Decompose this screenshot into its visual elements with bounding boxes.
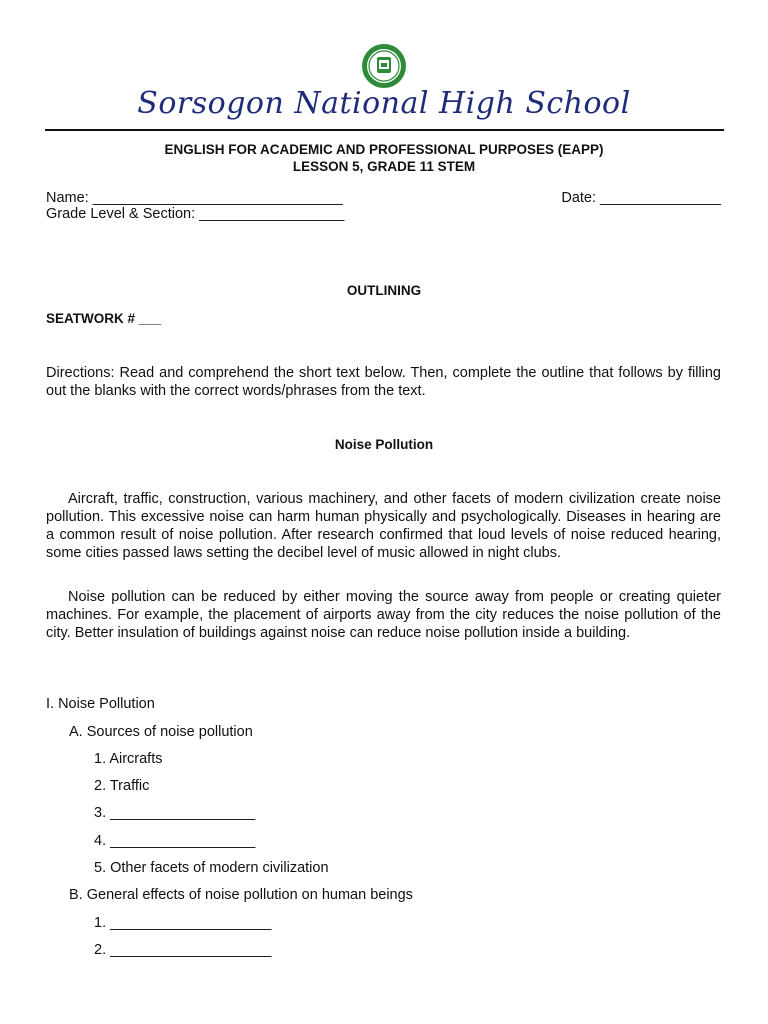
outline-blank[interactable]: 4. __________________ xyxy=(94,833,256,849)
course-heading xyxy=(0,141,768,175)
outline-blank[interactable]: 1. ____________________ xyxy=(94,915,272,931)
outline-section-a: A. Sources of noise pollution xyxy=(69,724,253,740)
paragraph-2: Noise pollution can be reduced by either moving the source away from people or creating quieter machines. For example, the placement of airports away from the city reduces the noise pollution of the city. Better insulation of buildings against noise can reduce noise pollution inside a building. xyxy=(46,589,721,641)
outline-item: 1. Aircrafts xyxy=(94,751,163,767)
school-seal-icon xyxy=(361,43,407,89)
seatwork-number[interactable]: SEATWORK # ___ xyxy=(46,311,162,326)
paragraph-1: Aircraft, traffic, construction, various machinery, and other facets of modern civilization create noise pollution. This excessive noise can harm human physically and psychologically. Diseases in hearing are a common result of noise pollution. After research confirmed that loud levels of noise reduced hearing, some cities passed laws setting the decibel level of music allowed in night clubs. xyxy=(46,491,721,561)
outline-blank[interactable]: 3. __________________ xyxy=(94,805,256,821)
directions: Directions: Read and comprehend the short text below. Then, complete the outline that follows by filling out the blanks with the correct words/phrases from the text. xyxy=(46,365,721,399)
outline-heading: I. Noise Pollution xyxy=(46,696,155,712)
header-divider xyxy=(45,129,724,131)
lesson-title: LESSON 5, GRADE 11 STEM xyxy=(292,159,476,174)
outline-item: 2. Traffic xyxy=(94,778,150,794)
text-title: Noise Pollution xyxy=(334,437,434,452)
outline-section-b: B. General effects of noise pollution on human beings xyxy=(69,887,413,903)
outline-item: 5. Other facets of modern civilization xyxy=(94,860,329,876)
outline-blank[interactable]: 2. ____________________ xyxy=(94,942,272,958)
name-field[interactable]: Name: _______________________________ xyxy=(46,190,343,206)
date-field[interactable]: Date: _______________ xyxy=(561,190,721,206)
page-title: OUTLINING xyxy=(346,283,422,298)
course-title: ENGLISH FOR ACADEMIC AND PROFESSIONAL PURPOSES (EAPP) xyxy=(164,142,604,157)
school-name: Sorsogon National High School xyxy=(137,86,631,121)
grade-section-field[interactable]: Grade Level & Section: __________________ xyxy=(46,206,345,222)
